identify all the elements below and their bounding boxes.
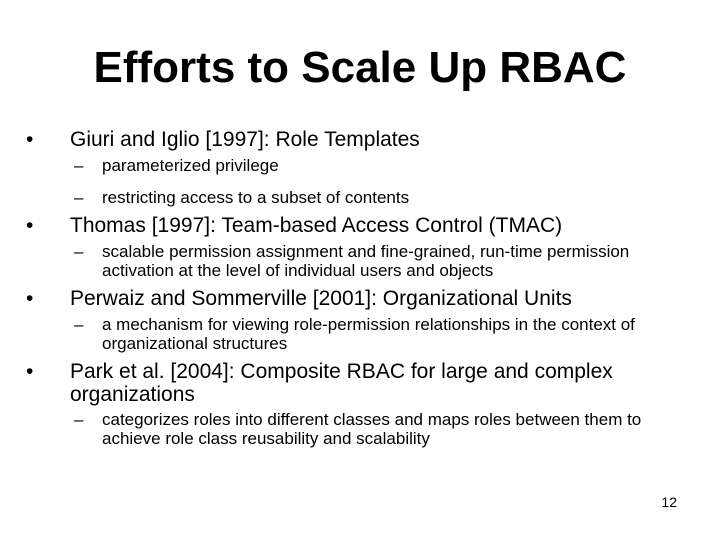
page-number: 12 <box>661 494 677 510</box>
bullet-item <box>26 214 696 237</box>
sub-item <box>74 242 694 280</box>
sub-marker: – <box>74 242 84 261</box>
sub-item <box>74 156 694 175</box>
sub-marker: – <box>74 188 84 207</box>
bullet-text: Giuri and Iglio [1997]: Role Templates <box>70 128 420 151</box>
sub-item <box>74 188 694 207</box>
bullet-item <box>26 287 696 310</box>
bullet-text: Park et al. [2004]: Composite RBAC for large and complex organizations <box>70 360 613 406</box>
bullet-marker: • <box>26 128 34 151</box>
sub-marker: – <box>74 410 84 429</box>
slide-title: Efforts to Scale Up RBAC <box>93 43 627 92</box>
sub-text: a mechanism for viewing role-permission relationships in the context of organizational structures <box>102 315 635 353</box>
bullet-item <box>26 360 696 406</box>
bullet-marker: • <box>26 287 34 310</box>
bullet-marker: • <box>26 214 34 237</box>
sub-marker: – <box>74 156 84 175</box>
sub-text: restricting access to a subset of contents <box>102 188 410 207</box>
sub-marker: – <box>74 315 84 334</box>
bullet-item <box>26 128 696 151</box>
sub-item <box>74 315 694 353</box>
bullet-marker: • <box>26 360 34 383</box>
sub-text: scalable permission assignment and fine-grained, run-time permission activation at the level of individual users and objects <box>102 242 630 280</box>
sub-text: parameterized privilege <box>102 156 279 175</box>
bullet-text: Perwaiz and Sommerville [2001]: Organizational Units <box>70 287 572 310</box>
bullet-text: Thomas [1997]: Team-based Access Control (TMAC) <box>70 214 563 237</box>
sub-item <box>74 410 694 448</box>
sub-text: categorizes roles into different classes and maps roles between them to achieve role class reusability and scalability <box>102 410 642 448</box>
